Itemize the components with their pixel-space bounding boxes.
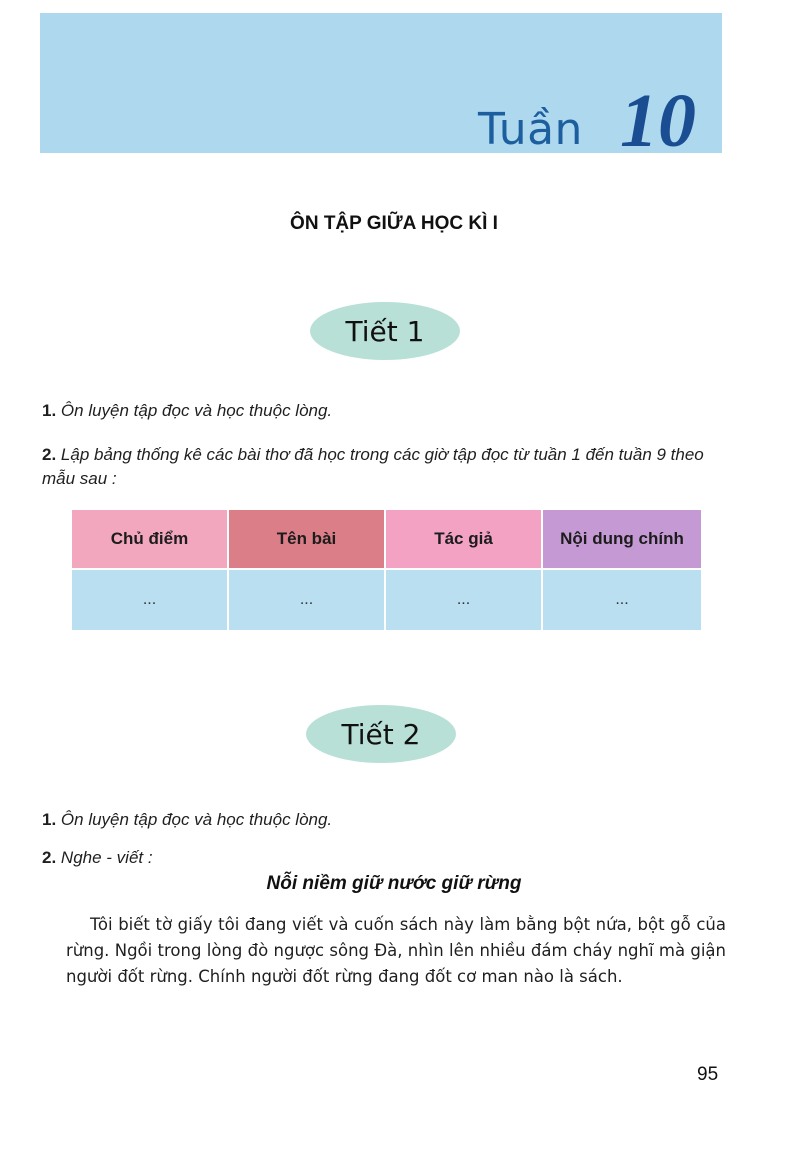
lesson-2-badge — [306, 705, 456, 763]
header-tac-gia: Tác giả — [386, 510, 541, 570]
lesson-1-badge — [310, 302, 460, 360]
lesson-2-item-1 — [42, 808, 332, 832]
lesson-2-item-2 — [42, 846, 153, 870]
lesson-1-item-2 — [42, 443, 722, 491]
table-cell: ... — [229, 570, 384, 630]
lesson-1-item-1 — [42, 399, 332, 423]
week-number: 10 — [620, 79, 696, 163]
header-noi-dung-chinh: Nội dung chính — [543, 510, 701, 570]
week-label: Tuần — [478, 104, 583, 155]
header-chu-diem: Chủ điểm — [72, 510, 227, 570]
story-body: Tôi biết tờ giấy tôi đang viết và cuốn sách này làm bằng bột nứa, bột gỗ của rừng. Ngồi trong lòng đò ngược sông Đà, nhìn lên nhiều đám cháy nghĩ mà giận người đốt rừng. Chính người đốt rừng đang đốt cơ man nào là sách. — [66, 915, 726, 986]
item-text: Nghe - viết : — [60, 848, 153, 867]
chapter-title: ÔN TẬP GIỮA HỌC KÌ I — [290, 213, 498, 234]
table-row — [72, 570, 701, 630]
item-number: 1. — [42, 401, 57, 420]
header-ten-bai: Tên bài — [229, 510, 384, 570]
item-text: Ôn luyện tập đọc và học thuộc lòng. — [60, 810, 333, 829]
story-title: Nỗi niềm giữ nước giữ rừng — [266, 873, 522, 894]
lesson-2-label: Tiết 2 — [341, 717, 421, 751]
page-number: 95 — [697, 1064, 719, 1085]
table-cell: ... — [543, 570, 701, 630]
item-text: Ôn luyện tập đọc và học thuộc lòng. — [60, 401, 333, 420]
item-number: 1. — [42, 810, 57, 829]
item-text: Lập bảng thống kê các bài thơ đã học trong các giờ tập đọc từ tuần 1 đến tuần 9 theo mẫu sau : — [42, 445, 704, 488]
table-header-row — [72, 510, 701, 570]
lesson-1-label: Tiết 1 — [345, 314, 425, 348]
item-number: 2. — [42, 445, 57, 464]
item-number: 2. — [42, 848, 57, 867]
table-cell: ... — [386, 570, 541, 630]
table-cell: ... — [72, 570, 227, 630]
poem-summary-table — [70, 510, 703, 630]
